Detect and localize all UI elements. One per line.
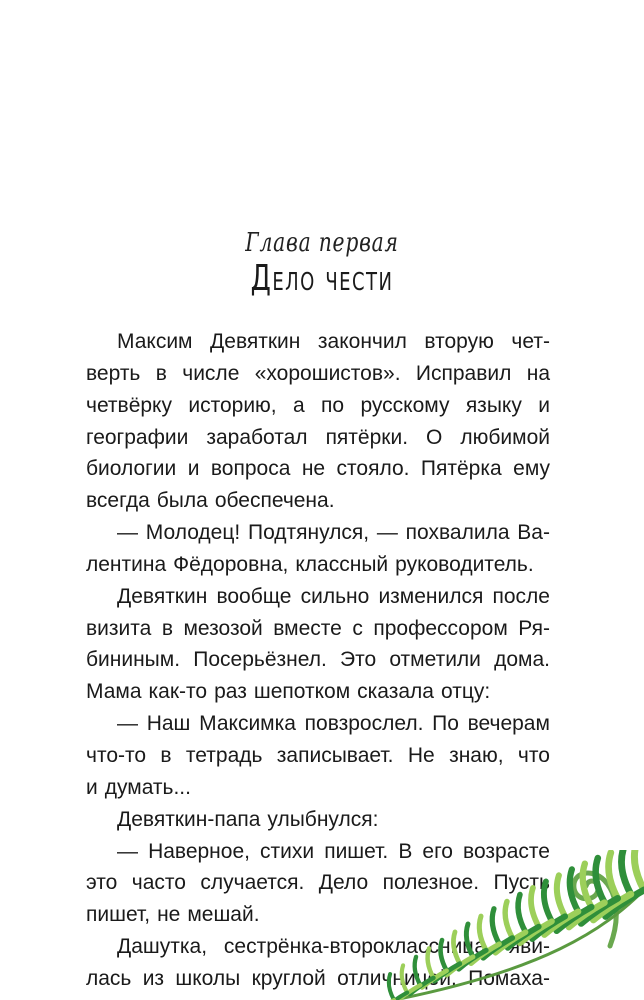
fern-leaflet [634, 850, 644, 890]
text-line: Дашутка, сестрёнка-второклассница, яви- [117, 935, 550, 959]
fern-leaflet [531, 888, 539, 927]
text-line: и думать... [86, 775, 191, 799]
fern-leaflet [428, 948, 434, 977]
text-line: — Наверное, стихи пишет. В его возрасте [117, 839, 550, 863]
fern-leaflet [415, 957, 421, 985]
text-line: верть в числе «хорошистов». Исправил на [86, 361, 550, 385]
text-line: что-то в тетрадь записывает. Не знаю, что [86, 743, 550, 767]
text-line: пишет, не мешай. [86, 903, 260, 927]
text-line: Максим Девяткин закончил вторую чет- [117, 330, 550, 353]
text-line: Мама как-то раз шепотком сказала отцу: [86, 680, 491, 704]
fern-leaflet [492, 909, 499, 944]
chapter-label: Глава первая [245, 228, 399, 258]
fern-leaflet [505, 902, 512, 938]
text-line: географии заработал пятёрки. О любимой [86, 425, 550, 449]
fern-leaflet [479, 916, 486, 950]
fern-leaf-icon [374, 850, 644, 1000]
fern-leaflet [466, 924, 473, 957]
fern-leaflet [621, 850, 630, 894]
fern-leaflet [557, 875, 565, 916]
fern-leaflet [453, 932, 459, 964]
chapter-title: Дело чести [250, 258, 394, 299]
text-line: — Наш Максимка повзрослел. По вечерам [117, 712, 550, 736]
fern-leaflet [544, 881, 552, 921]
fern-leaflet [441, 940, 447, 971]
text-line: Девяткин вообще сильно изменился после [117, 584, 550, 608]
fern-leaflet [518, 895, 526, 933]
text-line: четвёрку историю, а по русскому языку и [86, 393, 550, 417]
text-line: визита в мезозой вместе с профессором Ря- [86, 616, 550, 640]
text-line: это часто случается. Дело полезное. Пусть [86, 871, 550, 895]
text-line: лась из школы круглой отличницей. Помаха- [86, 966, 550, 990]
fern-leaflet [402, 965, 407, 992]
text-line: — Молодец! Подтянулся, — похвалила Ва- [117, 521, 550, 545]
text-line: всегда была обеспечена. [86, 489, 335, 513]
text-line: Девяткин-папа улыбнулся: [117, 807, 379, 831]
text-line: лентина Фёдоровна, классный руководитель. [86, 552, 534, 576]
text-line: биологии и вопроса не стояло. Пятёрка ему [86, 457, 550, 481]
fern-leaflet [389, 974, 394, 1000]
text-line: бининым. Посерьёзнел. Это отметили дома. [86, 648, 550, 672]
